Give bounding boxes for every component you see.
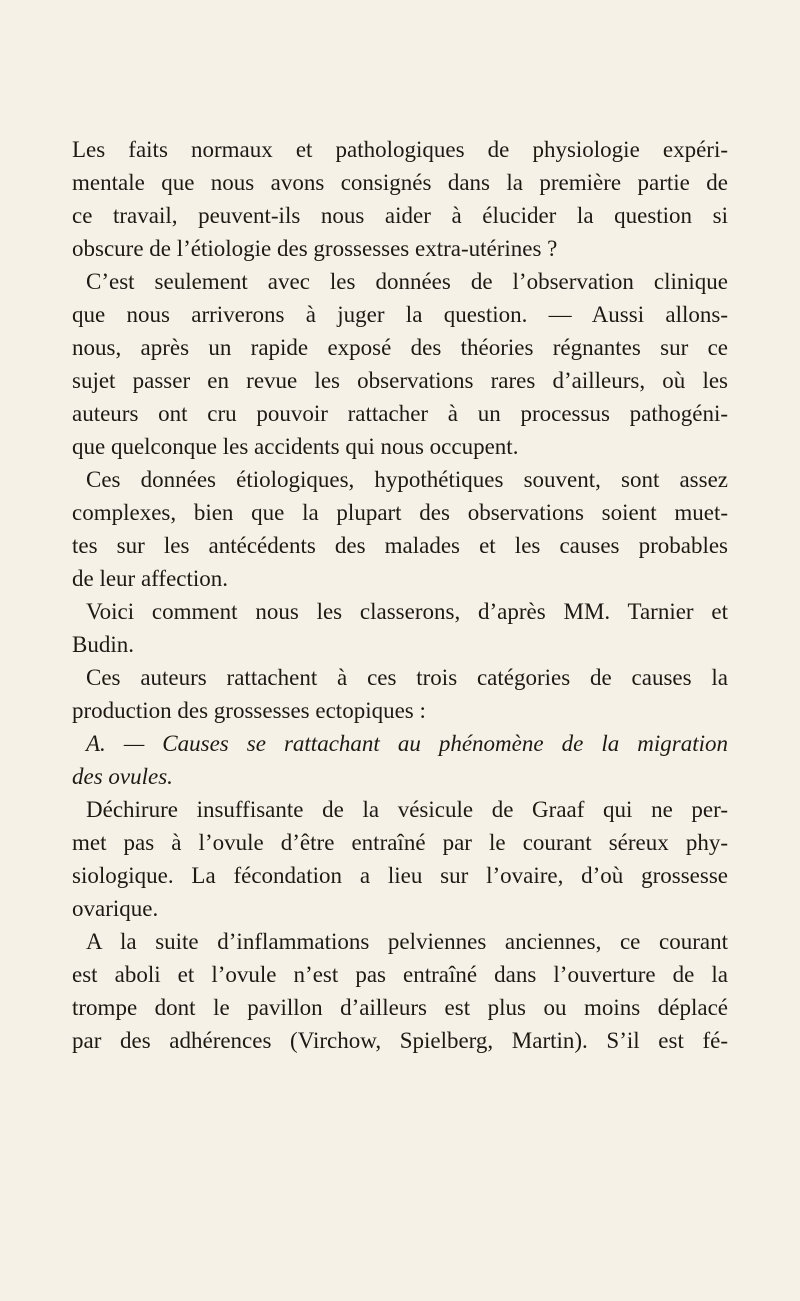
- text-line: Déchirure insuffisante de la vésicule de Graaf qui ne per-: [86, 797, 728, 822]
- text-line: siologique. La fécondation a lieu sur l’ovaire, d’où grossesse: [72, 863, 728, 888]
- text-line: que quelconque les accidents qui nous occupent.: [72, 434, 519, 459]
- text-line: est aboli et l’ovule n’est pas entraîné dans l’ouverture de la: [72, 962, 728, 987]
- text-line: Voici comment nous les classerons, d’après MM. Tarnier et: [86, 599, 728, 624]
- section-heading-line: A. — Causes se rattachant au phénomène de la migration: [86, 731, 728, 756]
- text-line: tes sur les antécédents des malades et les causes probables: [72, 533, 728, 558]
- section-heading-line: des ovules.: [72, 764, 173, 789]
- text-line: sujet passer en revue les observations rares d’ailleurs, où les: [72, 368, 728, 393]
- text-line: production des grossesses ectopiques :: [72, 698, 426, 723]
- text-line: Les faits normaux et pathologiques de physiologie expéri-: [72, 137, 728, 162]
- text-line: ce travail, peuvent-ils nous aider à élucider la question si: [72, 203, 728, 228]
- text-line: obscure de l’étiologie des grossesses extra-utérines ?: [72, 236, 558, 261]
- text-line: complexes, bien que la plupart des observations soient muet-: [72, 500, 728, 525]
- text-line: Ces données étiologiques, hypothétiques souvent, sont assez: [86, 467, 728, 492]
- text-line: met pas à l’ovule d’être entraîné par le courant séreux phy-: [72, 830, 728, 855]
- text-line: nous, après un rapide exposé des théories régnantes sur ce: [72, 335, 728, 360]
- text-line: mentale que nous avons consignés dans la première partie de: [72, 170, 728, 195]
- text-line: que nous arriverons à juger la question. — Aussi allons-: [72, 302, 728, 327]
- text-line: A la suite d’inflammations pelviennes anciennes, ce courant: [86, 929, 728, 954]
- text-line: Ces auteurs rattachent à ces trois catégories de causes la: [86, 665, 728, 690]
- text-line: auteurs ont cru pouvoir rattacher à un processus pathogéni-: [72, 401, 728, 426]
- document-page: [72, 133, 728, 1057]
- text-line: de leur affection.: [72, 566, 229, 591]
- text-line: par des adhérences (Virchow, Spielberg, Martin). S’il est fé-: [72, 1028, 728, 1053]
- text-line: Budin.: [72, 632, 134, 657]
- text-line: C’est seulement avec les données de l’observation clinique: [86, 269, 728, 294]
- text-line: ovarique.: [72, 896, 159, 921]
- text-line: trompe dont le pavillon d’ailleurs est plus ou moins déplacé: [72, 995, 728, 1020]
